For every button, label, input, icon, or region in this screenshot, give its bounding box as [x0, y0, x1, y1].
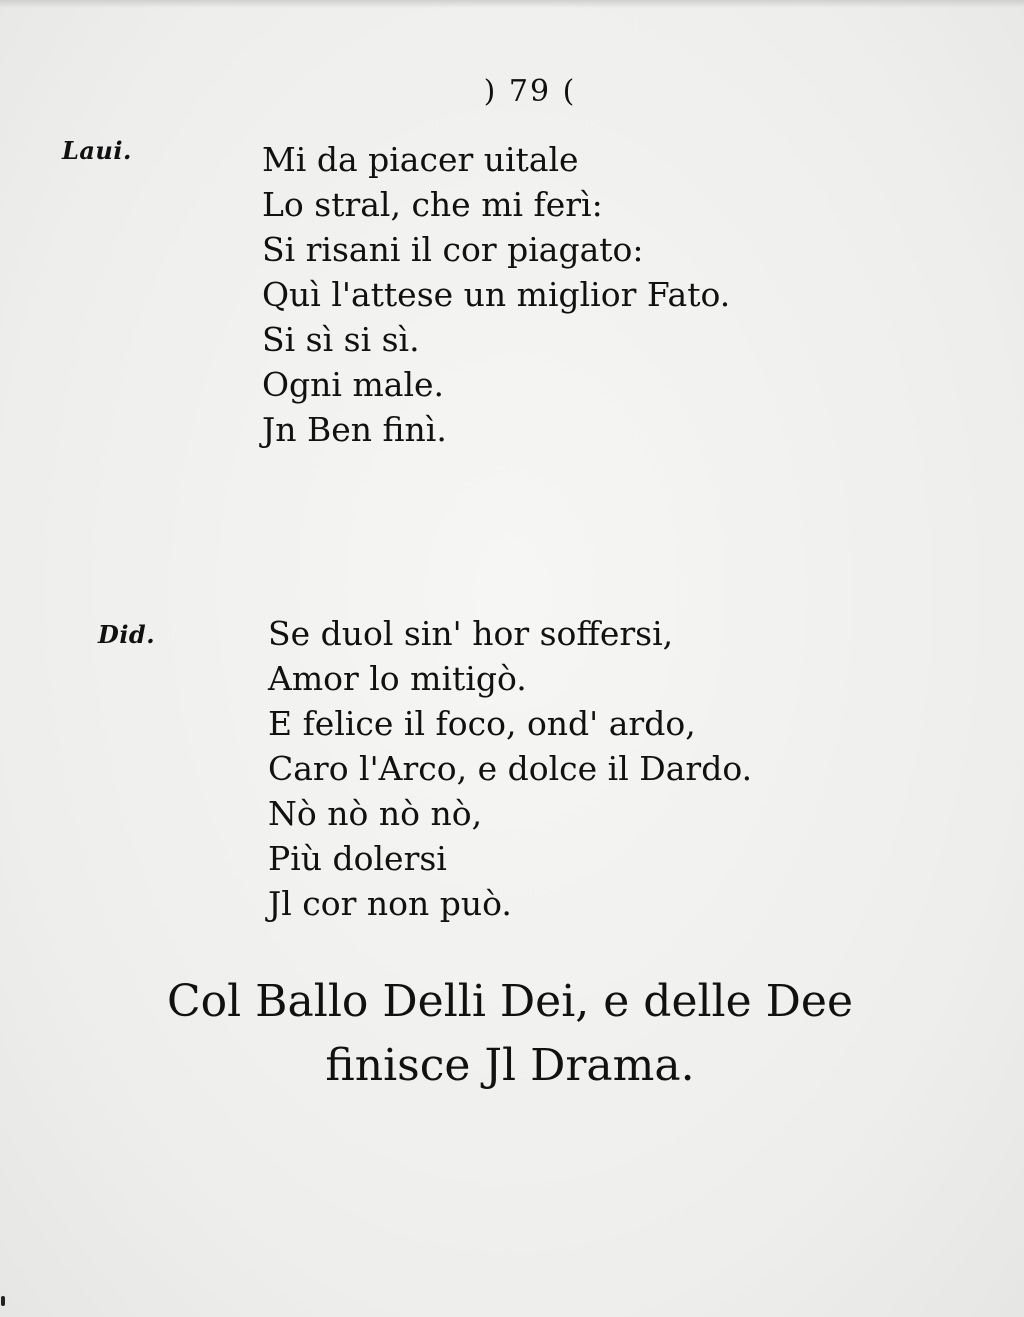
verse-line: Caro l'Arco, e dolce il Dardo.	[268, 749, 753, 788]
verse-line: Se duol sin' hor soffersi,	[268, 614, 674, 653]
closing-line: Col Ballo Delli Dei, e delle Dee	[166, 976, 854, 1027]
verse-line: Si risani il cor piagato:	[262, 230, 644, 269]
speaker-label-did: Did.	[98, 620, 156, 649]
ink-smudge	[1, 1296, 5, 1306]
speaker-label-laui: Laui.	[62, 136, 132, 165]
verse-line: Mi da piacer uitale	[262, 140, 579, 179]
verse-line: Jl cor non può.	[268, 884, 512, 923]
verse-line: Amor lo mitigò.	[268, 659, 527, 698]
verse-line: Si sì si sì.	[262, 320, 420, 359]
page-number-header: ) 79 (	[483, 74, 577, 109]
verse-line: Più dolersi	[268, 839, 447, 878]
verse-line: E felice il foco, ond' ardo,	[268, 704, 696, 743]
verse-block-did	[268, 611, 752, 926]
verse-line: Jn Ben finì.	[262, 410, 447, 449]
page-edge-shadow	[0, 0, 1024, 8]
closing-stage-direction	[140, 970, 880, 1098]
verse-line: Quì l'attese un miglior Fato.	[262, 275, 731, 314]
verse-line: Lo stral, che mi ferì:	[262, 185, 603, 224]
verse-line: Ogni male.	[262, 365, 445, 404]
verse-block-laui	[262, 137, 730, 452]
closing-line: finisce Jl Drama.	[325, 1040, 695, 1091]
verse-line: Nò nò nò nò,	[268, 794, 483, 833]
